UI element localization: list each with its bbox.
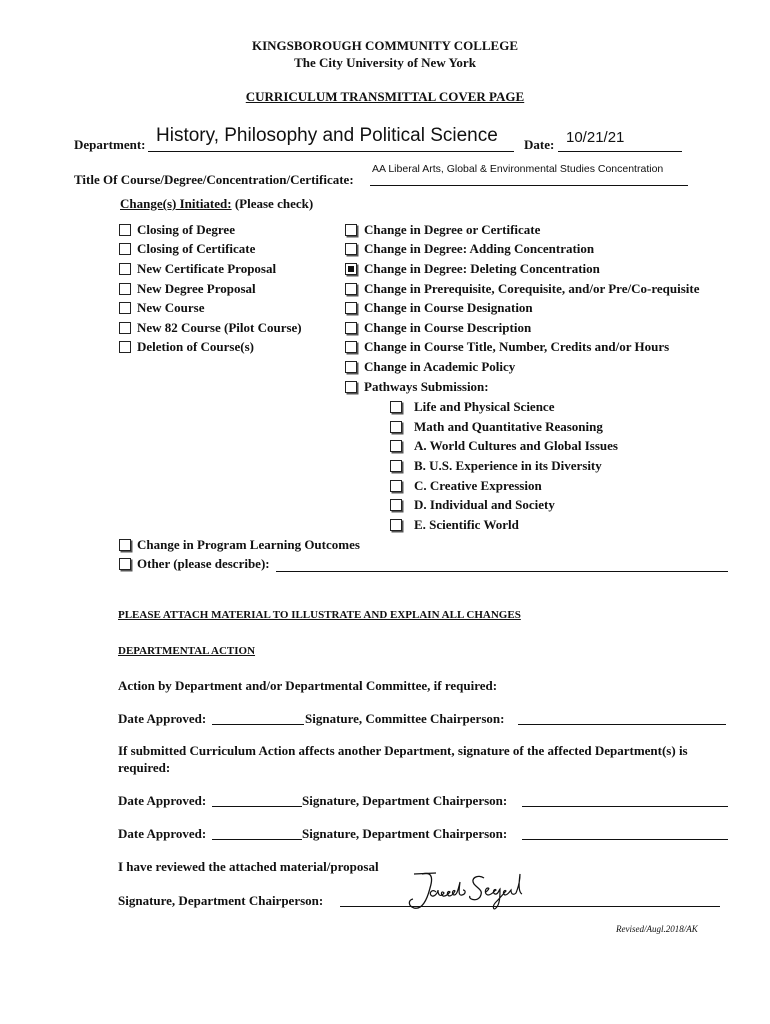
- date-approved-field-1[interactable]: [212, 724, 304, 725]
- checkbox-label-right-8: Pathways Submission:: [364, 379, 489, 394]
- checkbox-bottom-1[interactable]: [119, 558, 131, 570]
- changes-heading: [120, 196, 313, 212]
- checkbox-pathways-3[interactable]: [390, 460, 402, 472]
- dept-chair-signature-label-1: Signature, Department Chairperson:: [302, 793, 508, 808]
- checkbox-label-pathways-5: D. Individual and Society: [414, 497, 555, 512]
- checkbox-label-right-1: Change in Degree: Adding Concentration: [364, 241, 595, 256]
- checkbox-left-2[interactable]: [119, 263, 131, 275]
- checkbox-bottom-0[interactable]: [119, 539, 131, 551]
- title-underline: [370, 185, 688, 186]
- date-approved-label-3: Date Approved:: [118, 826, 207, 841]
- checkbox-right-8[interactable]: [345, 381, 357, 393]
- checkbox-pathways-4[interactable]: [390, 480, 402, 492]
- checkbox-label-pathways-1: Math and Quantitative Reasoning: [414, 419, 603, 434]
- checkbox-right-7[interactable]: [345, 361, 357, 373]
- checkbox-label-pathways-0: Life and Physical Science: [414, 399, 555, 414]
- handwritten-signature: [400, 866, 550, 916]
- title-field[interactable]: AA Liberal Arts, Global & Environmental Studies Concentration: [372, 163, 664, 175]
- revised-note: Revised/Augl.2018/AK: [616, 924, 698, 934]
- checkbox-right-6[interactable]: [345, 341, 357, 353]
- final-signature-label: Signature, Department Chairperson:: [118, 893, 324, 908]
- checkbox-left-6[interactable]: [119, 341, 131, 353]
- department-label: Department:: [74, 137, 146, 152]
- university-name: The City University of New York: [294, 55, 476, 70]
- dept-chair-signature-label-2: Signature, Department Chairperson:: [302, 826, 508, 841]
- checkbox-right-1[interactable]: [345, 243, 357, 255]
- checkbox-right-2[interactable]: [345, 263, 357, 275]
- checkbox-label-right-5: Change in Course Description: [364, 320, 532, 335]
- checkbox-label-pathways-4: C. Creative Expression: [414, 478, 542, 493]
- reviewed-text: I have reviewed the attached material/proposal: [118, 859, 379, 874]
- checkbox-label-pathways-2: A. World Cultures and Global Issues: [414, 438, 618, 453]
- checkbox-right-0[interactable]: [345, 224, 357, 236]
- checkbox-left-5[interactable]: [119, 322, 131, 334]
- checkbox-left-4[interactable]: [119, 302, 131, 314]
- checkbox-pathways-1[interactable]: [390, 421, 402, 433]
- checkbox-left-1[interactable]: [119, 243, 131, 255]
- date-approved-label-2: Date Approved:: [118, 793, 207, 808]
- checkbox-label-right-6: Change in Course Title, Number, Credits and/or Hours: [364, 339, 670, 354]
- checkbox-label-left-2: New Certificate Proposal: [137, 261, 277, 276]
- checkbox-right-3[interactable]: [345, 283, 357, 295]
- checkbox-label-left-0: Closing of Degree: [137, 222, 235, 237]
- date-approved-field-2[interactable]: [212, 806, 302, 807]
- checkbox-label-right-0: Change in Degree or Certificate: [364, 222, 541, 237]
- other-describe-field[interactable]: [276, 571, 728, 572]
- checkbox-label-pathways-3: B. U.S. Experience in its Diversity: [414, 458, 602, 473]
- checkbox-label-left-4: New Course: [137, 300, 205, 315]
- departmental-action-heading: DEPARTMENTAL ACTION: [118, 645, 256, 657]
- checkbox-right-5[interactable]: [345, 322, 357, 334]
- checkbox-pathways-6[interactable]: [390, 519, 402, 531]
- checkbox-label-right-7: Change in Academic Policy: [364, 359, 516, 374]
- dept-chair-signature-field-1[interactable]: [522, 806, 728, 807]
- college-name: KINGSBOROUGH COMMUNITY COLLEGE: [251, 38, 519, 53]
- committee-signature-field[interactable]: [518, 724, 726, 725]
- date-label: Date:: [524, 137, 555, 152]
- checkbox-label-right-3: Change in Prerequisite, Corequisite, and/or Pre/Co-requisite: [364, 281, 700, 296]
- checkbox-label-pathways-6: E. Scientific World: [414, 517, 519, 532]
- date-approved-field-3[interactable]: [212, 839, 302, 840]
- checkbox-pathways-0[interactable]: [390, 401, 402, 413]
- checkbox-label-left-1: Closing of Certificate: [137, 241, 256, 256]
- checkbox-label-bottom-1: Other (please describe):: [137, 556, 270, 571]
- changes-heading-rest: (Please check): [231, 196, 314, 211]
- department-field[interactable]: History, Philosophy and Political Science: [156, 125, 498, 146]
- committee-signature-label: Signature, Committee Chairperson:: [305, 711, 505, 726]
- checkbox-left-0[interactable]: [119, 224, 131, 236]
- checkbox-label-left-6: Deletion of Course(s): [137, 339, 254, 354]
- checkbox-label-left-5: New 82 Course (Pilot Course): [137, 320, 302, 335]
- changes-heading-underlined: Change(s) Initiated:: [120, 196, 232, 211]
- date-underline: [558, 151, 682, 152]
- action-text: Action by Department and/or Departmental Committee, if required:: [118, 678, 498, 693]
- date-field[interactable]: 10/21/21: [566, 129, 625, 146]
- checkbox-left-3[interactable]: [119, 283, 131, 295]
- date-approved-label-1: Date Approved:: [118, 711, 207, 726]
- checkbox-pathways-2[interactable]: [390, 440, 402, 452]
- checkmark: [348, 266, 354, 272]
- department-underline: [148, 151, 514, 152]
- checkbox-right-4[interactable]: [345, 302, 357, 314]
- checkbox-pathways-5[interactable]: [390, 499, 402, 511]
- checkbox-label-right-2: Change in Degree: Deleting Concentration: [364, 261, 600, 276]
- checkbox-label-bottom-0: Change in Program Learning Outcomes: [137, 537, 360, 552]
- checkbox-label-right-4: Change in Course Designation: [364, 300, 533, 315]
- attach-instructions: PLEASE ATTACH MATERIAL TO ILLUSTRATE AND EXPLAIN ALL CHANGES: [118, 609, 521, 621]
- affects-text: If submitted Curriculum Action affects another Department, signature of the affected Department(s) is required:: [118, 743, 688, 775]
- checkbox-label-left-3: New Degree Proposal: [137, 281, 256, 296]
- form-title: CURRICULUM TRANSMITTAL COVER PAGE: [245, 89, 525, 104]
- title-label: Title Of Course/Degree/Concentration/Certificate:: [74, 172, 354, 187]
- dept-chair-signature-field-2[interactable]: [522, 839, 728, 840]
